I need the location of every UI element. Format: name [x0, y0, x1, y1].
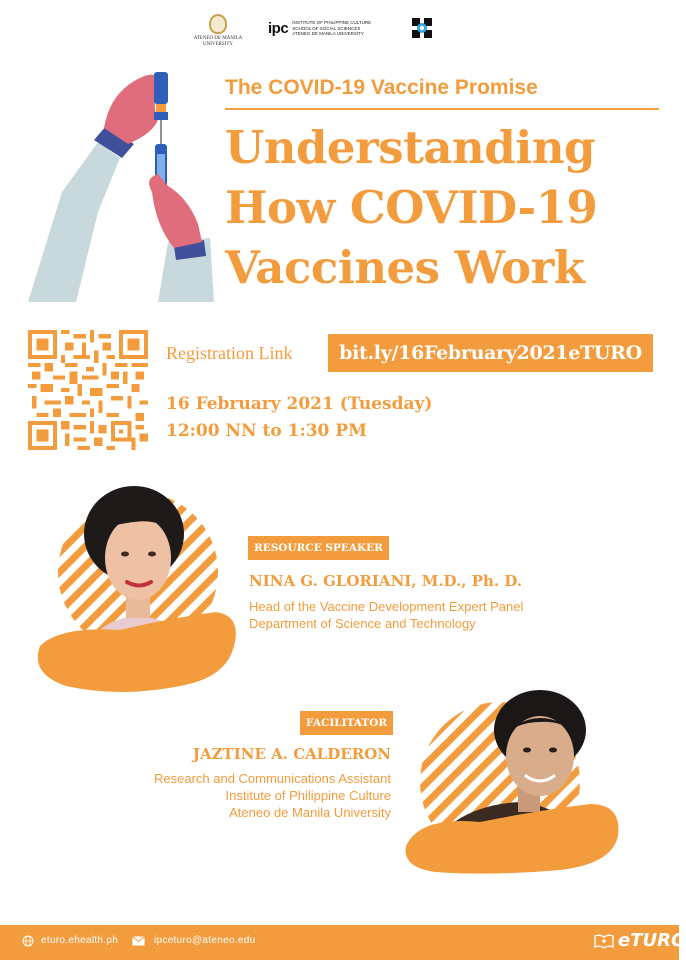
ateneo-seal-icon — [209, 14, 227, 34]
event-date: 16 February 2021 (Tuesday) — [166, 394, 433, 414]
ipc-logo-text: INSTITUTE OF PHILIPPINE CULTURE SCHOOL OF SOCIAL SCIENCES ATENEO DE MANILA UNIVERSITY — [292, 20, 372, 37]
partner-badge-icon — [410, 16, 434, 40]
registration-link[interactable]: bit.ly/16February2021eTURO — [328, 334, 653, 372]
speaker-affiliation: Department of Science and Technology — [249, 616, 476, 631]
ateneo-logo — [190, 14, 246, 48]
ateneo-logo-text: ATENEO DE MANILA UNIVERSITY — [193, 36, 243, 47]
facilitator-university: Ateneo de Manila University — [229, 805, 391, 820]
facilitator-photo — [400, 686, 622, 876]
facilitator-description — [100, 770, 391, 821]
facilitator-title: Research and Communications Assistant — [153, 771, 391, 786]
speaker-role-badge: RESOURCE SPEAKER — [248, 536, 389, 560]
registration-qr-code[interactable] — [28, 330, 148, 450]
ipc-logo-mark: ipc — [268, 20, 289, 37]
eturo-book-icon — [594, 933, 614, 949]
eturo-logo-text: eTURO — [618, 930, 686, 951]
mail-icon — [132, 936, 145, 946]
vaccine-syringe-illustration — [28, 62, 218, 304]
title-line-1: Understanding — [225, 121, 596, 174]
speaker-name: NINA G. GLORIANI, M.D., Ph. D. — [249, 572, 523, 590]
footer-website[interactable]: eturo.ehealth.ph — [41, 935, 119, 946]
speaker-title: Head of the Vaccine Development Expert Panel — [249, 599, 524, 614]
registration-label: Registration Link — [166, 343, 293, 363]
subtitle-divider — [225, 108, 659, 110]
title-line-2: How COVID-19 — [225, 181, 598, 234]
speaker-photo — [30, 478, 242, 700]
eturo-logo — [594, 930, 686, 951]
facilitator-role-badge: FACILITATOR — [300, 711, 393, 735]
facilitator-institute: Institute of Philippine Culture — [225, 788, 391, 803]
facilitator-name: JAZTINE A. CALDERON — [192, 745, 391, 763]
event-series: The COVID-19 Vaccine Promise — [225, 76, 538, 99]
globe-icon — [22, 935, 34, 947]
speaker-description — [249, 598, 523, 632]
title-line-3: Vaccines Work — [225, 241, 585, 294]
event-title — [225, 118, 655, 298]
footer-email[interactable]: ipceturo@ateneo.edu — [154, 935, 256, 946]
ipc-logo — [268, 20, 371, 37]
event-time: 12:00 NN to 1:30 PM — [166, 421, 367, 441]
